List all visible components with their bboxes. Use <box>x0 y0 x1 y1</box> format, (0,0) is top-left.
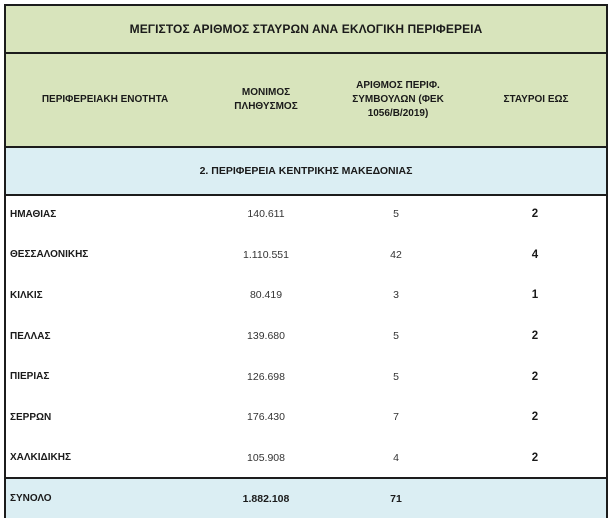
header-unit <box>10 54 200 146</box>
table-row <box>6 235 606 276</box>
header-councillors-line2: ΣΥΜΒΟΥΛΩΝ (ΦΕΚ <box>352 94 444 105</box>
unit-max-votes: 2 <box>531 451 539 464</box>
unit-population: 80.419 <box>249 289 283 302</box>
unit-max-votes: 2 <box>531 330 539 343</box>
table-row <box>6 316 606 357</box>
total-councillors: 71 <box>390 492 402 505</box>
total-label: ΣΥΝΟΛΟ <box>10 493 52 504</box>
header-population <box>208 54 324 146</box>
unit-councillors: 5 <box>393 208 399 221</box>
table-header <box>6 54 606 148</box>
unit-population: 139.680 <box>247 330 285 343</box>
unit-max-votes: 1 <box>531 289 539 302</box>
unit-councillors: 4 <box>393 451 399 464</box>
header-population-line2: ΠΛΗΘΥΣΜΟΣ <box>234 101 298 112</box>
table-title: ΜΕΓΙΣΤΟΣ ΑΡΙΘΜΟΣ ΣΤΑΥΡΩΝ ΑΝΑ ΕΚΛΟΓΙΚΗ ΠΕΡΙΦΕΡΕΙΑ <box>6 6 606 54</box>
unit-population: 176.430 <box>247 411 285 424</box>
unit-population: 140.611 <box>247 208 285 221</box>
unit-name: ΠΕΛΛΑΣ <box>10 330 51 342</box>
unit-max-votes: 2 <box>531 411 539 424</box>
unit-councillors: 3 <box>393 289 399 302</box>
unit-max-votes: 2 <box>531 208 539 221</box>
unit-population: 105.908 <box>247 451 285 464</box>
votes-table <box>4 4 608 518</box>
header-max-votes-label: ΣΤΑΥΡΟΙ ΕΩΣ <box>503 94 569 105</box>
table-row <box>6 356 606 397</box>
header-councillors-line3: 1056/Β/2019) <box>367 108 429 119</box>
unit-name: ΣΕΡΡΩΝ <box>10 411 52 423</box>
header-population-line1: ΜΟΝΙΜΟΣ <box>241 87 291 98</box>
table-row <box>6 397 606 438</box>
region-row: 2. ΠΕΡΙΦΕΡΕΙΑ ΚΕΝΤΡΙΚΗΣ ΜΑΚΕΔΟΝΙΑΣ <box>6 148 606 196</box>
unit-name: ΠΙΕΡΙΑΣ <box>10 371 50 383</box>
unit-councillors: 5 <box>393 330 399 343</box>
unit-name: ΘΕΣΣΑΛΟΝΙΚΗΣ <box>10 249 89 261</box>
table-row <box>6 194 606 235</box>
header-councillors <box>324 54 472 146</box>
unit-name: ΗΜΑΘΙΑΣ <box>10 208 57 220</box>
table-row <box>6 438 606 479</box>
total-row <box>6 477 606 518</box>
unit-name: ΧΑΛΚΙΔΙΚΗΣ <box>10 452 71 464</box>
header-councillors-line1: ΑΡΙΘΜΟΣ ΠΕΡΙΦ. <box>356 80 440 91</box>
unit-population: 1.110.551 <box>243 248 289 261</box>
unit-max-votes: 2 <box>531 370 539 383</box>
table-body <box>6 194 606 478</box>
unit-population: 126.698 <box>247 370 285 383</box>
unit-name: ΚΙΛΚΙΣ <box>10 289 43 301</box>
table-row <box>6 275 606 316</box>
header-unit-label: ΠΕΡΙΦΕΡΕΙΑΚΗ ΕΝΟΤΗΤΑ <box>41 94 169 105</box>
header-max-votes <box>472 54 600 146</box>
unit-councillors: 5 <box>393 370 399 383</box>
unit-max-votes: 4 <box>531 248 539 261</box>
unit-councillors: 7 <box>393 411 399 424</box>
total-population: 1.882.108 <box>242 492 290 505</box>
unit-councillors: 42 <box>390 248 402 261</box>
